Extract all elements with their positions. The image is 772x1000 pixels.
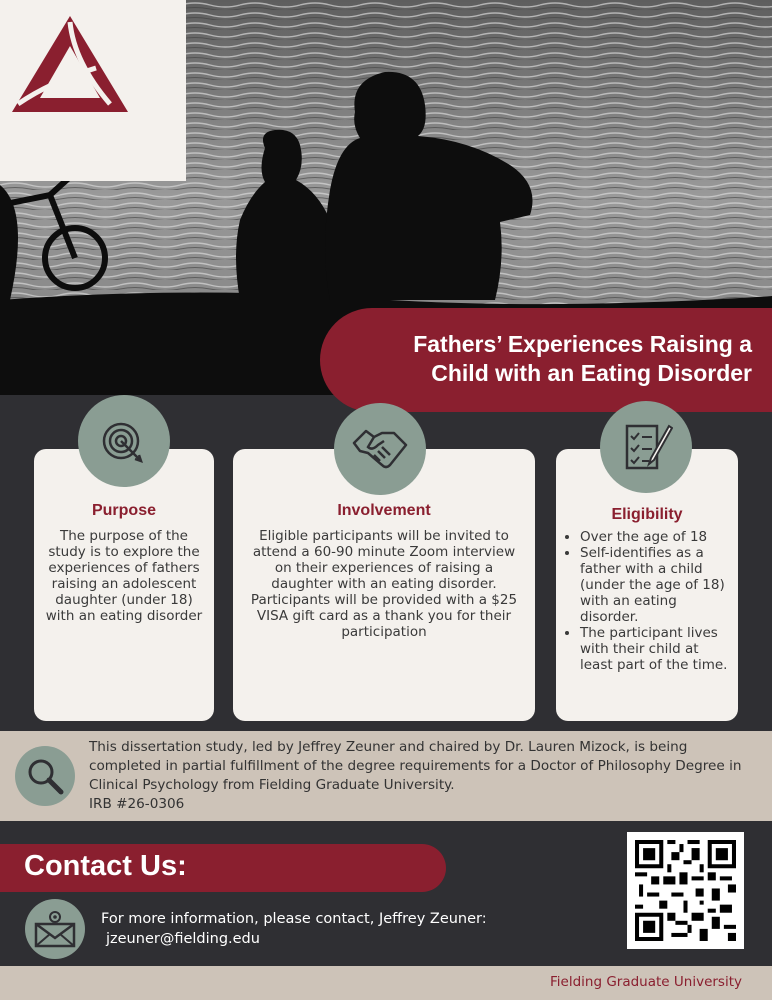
purpose-body: The purpose of the study is to explore the experiences of fathers raising an adolescent daughter (under 18) with an eating disorder bbox=[45, 528, 203, 624]
study-description bbox=[89, 738, 759, 814]
page-title bbox=[352, 330, 752, 388]
logo-panel bbox=[0, 0, 186, 181]
contact-instructions: For more information, please contact, Jeffrey Zeuner: bbox=[101, 911, 487, 927]
footer-university-name: Fielding Graduate University bbox=[550, 974, 742, 990]
university-logo bbox=[10, 12, 130, 120]
checklist-icon bbox=[600, 401, 692, 493]
footer bbox=[0, 966, 772, 1000]
purpose-card bbox=[34, 449, 214, 721]
qr-code-image bbox=[635, 840, 736, 941]
mail-icon bbox=[25, 899, 85, 959]
study-info-strip bbox=[0, 731, 772, 821]
contact-email-link[interactable]: jzeuner@fielding.edu bbox=[106, 931, 260, 947]
title-line-2: Child with an Eating Disorder bbox=[431, 360, 752, 386]
title-banner bbox=[320, 308, 772, 412]
contact-heading: Contact Us: bbox=[24, 850, 187, 882]
involvement-body: Eligible participants will be invited to attend a 60-90 minute Zoom interview on their experiences of raising a daughter with an eating disorder. Participants will be provided with a $25 VISA gift card as a thank you for their participation bbox=[250, 528, 518, 640]
involvement-heading: Involvement bbox=[337, 502, 431, 519]
contact-banner bbox=[0, 844, 446, 892]
title-line-1: Fathers’ Experiences Raising a bbox=[413, 331, 752, 357]
eligibility-item: • Self-identifies as a father with a child (under the age of 18) with an eating disorder. bbox=[580, 545, 734, 625]
eligibility-list bbox=[580, 529, 734, 673]
target-icon bbox=[78, 395, 170, 487]
study-description-text: This dissertation study, led by Jeffrey Zeuner and chaired by Dr. Lauren Mizock, is being completed in partial fulfillment of the degree requirements for a Doctor of Philosophy Degree in Clinical Psychology from Fielding Graduate University. bbox=[89, 739, 742, 793]
magnifier-icon bbox=[15, 746, 75, 806]
eligibility-item: • Over the age of 18 bbox=[580, 529, 734, 545]
eligibility-heading: Eligibility bbox=[611, 506, 683, 523]
handshake-icon bbox=[334, 403, 426, 495]
irb-number: IRB #26-0306 bbox=[89, 796, 185, 812]
purpose-heading: Purpose bbox=[91, 502, 156, 519]
qr-code[interactable] bbox=[627, 832, 744, 949]
eligibility-item: • The participant lives with their child at least part of the time. bbox=[580, 625, 734, 673]
